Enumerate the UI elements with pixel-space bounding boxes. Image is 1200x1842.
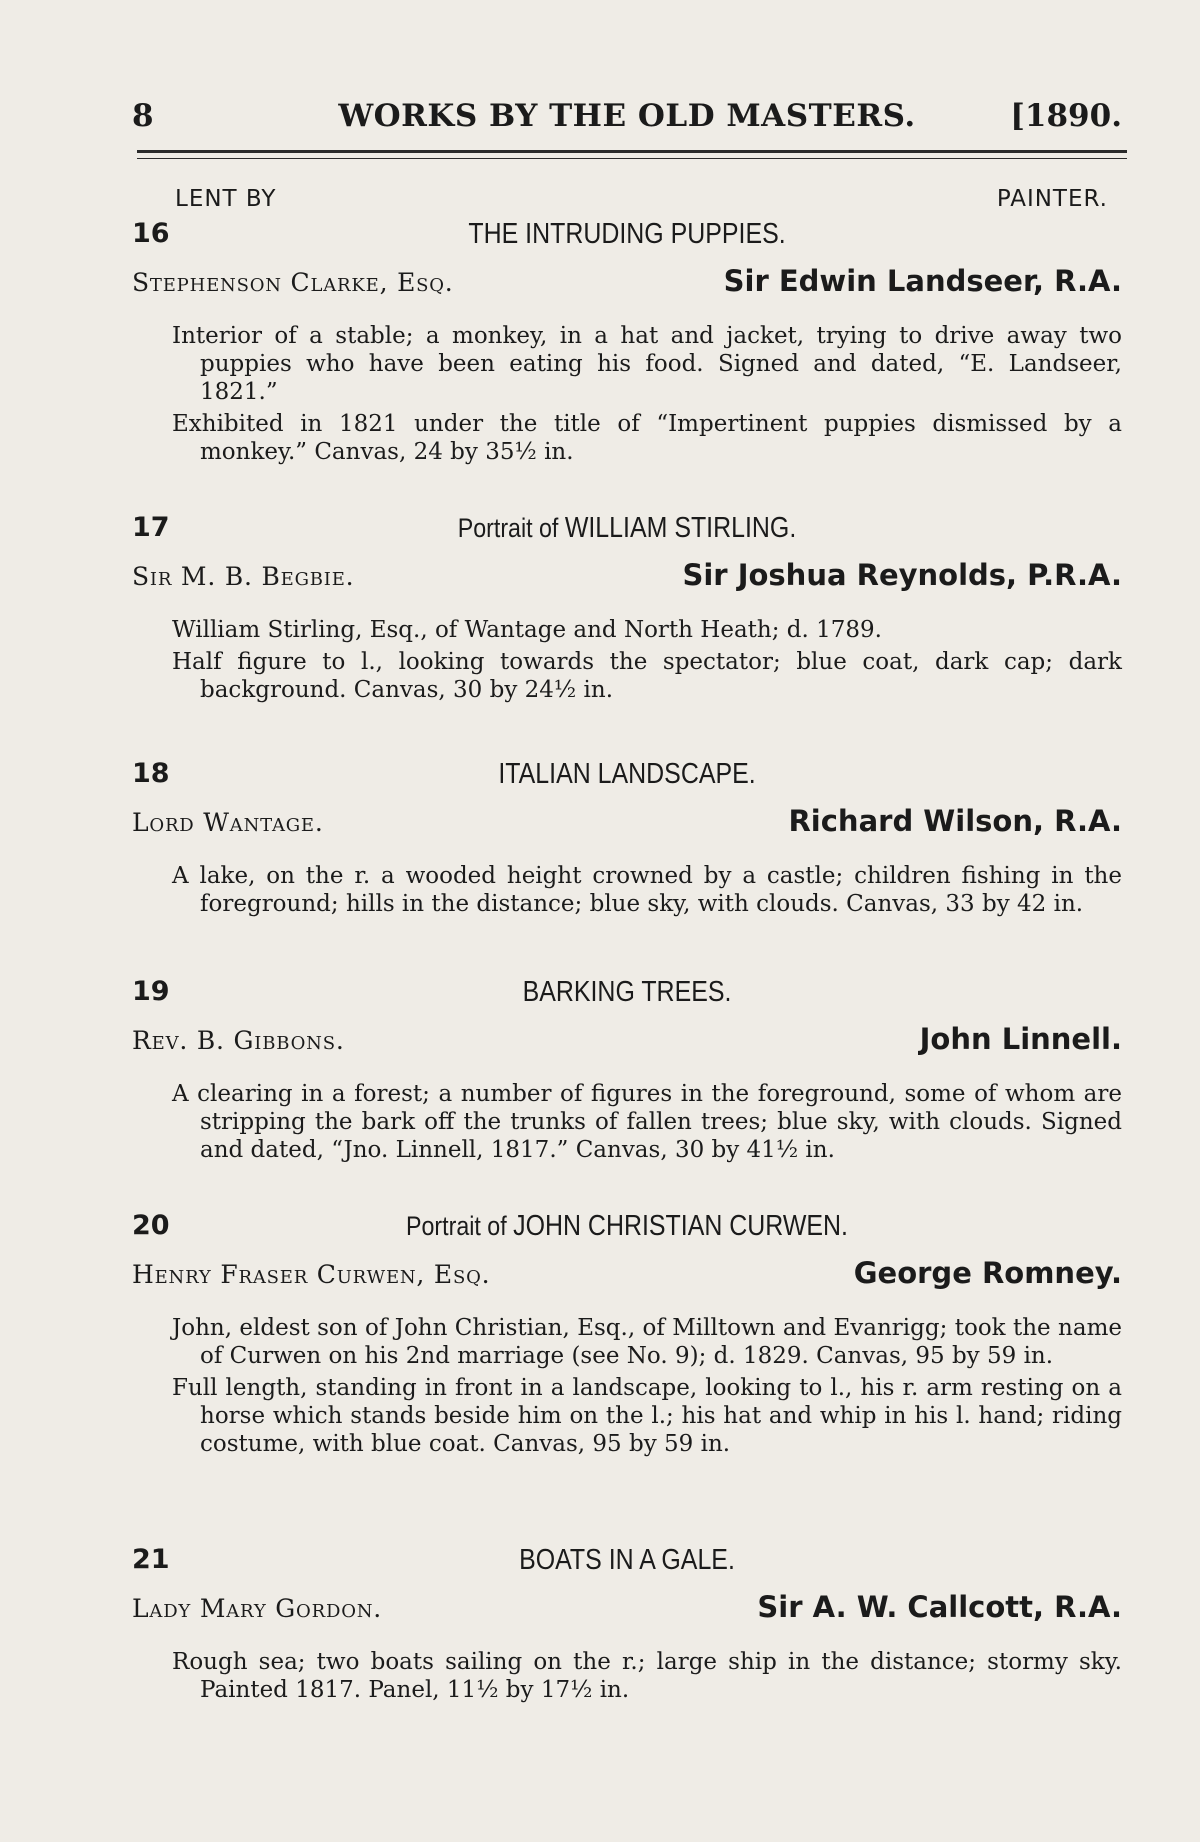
- painter-name: John Linnell.: [919, 1022, 1122, 1056]
- entry-description: [132, 862, 1122, 918]
- title-text: ITALIAN LANDSCAPE.: [498, 758, 756, 790]
- description-paragraph: Exhibited in 1821 under the title of “Impertinent puppies dismissed by a monkey.” Canvas, 24 by 35½ in.: [172, 411, 1122, 465]
- description-paragraph: John, eldest son of John Christian, Esq., of Milltown and Evanrigg; took the name of Curwen on his 2nd marriage (see No. 9); d. 1829. Canvas, 95 by 59 in.: [172, 1315, 1122, 1369]
- lent-by-heading: LENT BY: [175, 186, 277, 212]
- title-text: WILLIAM STIRLING.: [564, 512, 797, 544]
- entry-number: 21: [132, 1544, 170, 1575]
- running-head: [132, 98, 1122, 142]
- description-paragraph: Rough sea; two boats sailing on the r.; large ship in the distance; stormy sky. Painted 1817. Panel, 11½ by 17½ in.: [172, 1649, 1122, 1703]
- catalogue-entry: [132, 512, 1122, 708]
- description-paragraph: William Stirling, Esq., of Wantage and North Heath; d. 1789.: [172, 617, 882, 643]
- header-rule-thin: [137, 158, 1127, 159]
- catalogue-entry: [132, 758, 1122, 922]
- lender-name: Henry Fraser Curwen, Esq.: [132, 1260, 491, 1289]
- header-rule-thick: [137, 150, 1127, 153]
- description-paragraph: A clearing in a forest; a number of figures in the foreground, some of whom are stripping the bark off the trunks of fallen trees; blue sky, with clouds. Signed and dated, “Jno. Linnell, 1817.” Canvas, 30 by 41½ in.: [172, 1081, 1122, 1163]
- catalogue-entry: [132, 1544, 1122, 1708]
- entry-description: [132, 616, 1122, 704]
- entry-title: [201, 218, 1052, 251]
- entry-number: 19: [132, 976, 170, 1007]
- catalogue-entry: [132, 1210, 1122, 1462]
- lender-name: Rev. B. Gibbons.: [132, 1026, 345, 1055]
- description-paragraph: Half figure to l., looking towards the spectator; blue coat, dark cap; dark background. Canvas, 30 by 24½ in.: [172, 649, 1122, 703]
- description-paragraph: Interior of a stable; a monkey, in a hat and jacket, trying to drive away two puppies who have been eating his food. Signed and dated, “E. Landseer, 1821.”: [172, 323, 1122, 405]
- painter-name: George Romney.: [853, 1256, 1122, 1290]
- entry-number: 16: [132, 218, 170, 249]
- title-prefix: Portrait of: [406, 1211, 514, 1241]
- title-text: BARKING TREES.: [522, 976, 732, 1008]
- running-title: WORKS BY THE OLD MASTERS.: [338, 98, 916, 134]
- lender-name: Lord Wantage.: [132, 808, 324, 837]
- title-text: THE INTRUDING PUPPIES.: [468, 218, 786, 250]
- title-text: BOATS IN A GALE.: [519, 1544, 735, 1576]
- year-label: [1890.: [1010, 98, 1122, 134]
- entry-title: [201, 758, 1052, 791]
- entry-number: 18: [132, 758, 170, 789]
- entry-description: [132, 322, 1122, 466]
- entry-description: [132, 1648, 1122, 1704]
- painter-name: Sir A. W. Callcott, R.A.: [757, 1590, 1122, 1624]
- title-text: JOHN CHRISTIAN CURWEN.: [513, 1210, 848, 1242]
- title-prefix: Portrait of: [457, 513, 565, 543]
- painter-name: Sir Joshua Reynolds, P.R.A.: [682, 558, 1122, 592]
- lender-name: Stephenson Clarke, Esq.: [132, 268, 454, 297]
- entry-number: 17: [132, 512, 170, 543]
- lender-name: Sir M. B. Begbie.: [132, 562, 355, 591]
- entry-description: [132, 1314, 1122, 1458]
- catalogue-entry: [132, 976, 1122, 1168]
- entry-title: [201, 1544, 1052, 1577]
- description-paragraph: Full length, standing in front in a landscape, looking to l., his r. arm resting on a horse which stands beside him on the l.; his hat and whip in his l. hand; riding costume, with blue coat. Canvas, 95 by 59 in.: [172, 1375, 1122, 1457]
- entry-title: [201, 512, 1052, 545]
- lender-name: Lady Mary Gordon.: [132, 1594, 383, 1623]
- entry-title: [201, 1210, 1052, 1243]
- painter-name: Richard Wilson, R.A.: [788, 804, 1122, 838]
- description-paragraph: A lake, on the r. a wooded height crowned by a castle; children fishing in the foreground; hills in the distance; blue sky, with clouds. Canvas, 33 by 42 in.: [172, 863, 1122, 917]
- entry-description: [132, 1080, 1122, 1164]
- painter-name: Sir Edwin Landseer, R.A.: [723, 264, 1122, 298]
- entry-title: [201, 976, 1052, 1009]
- page-number: 8: [132, 98, 154, 134]
- entry-number: 20: [132, 1210, 170, 1241]
- painter-heading: PAINTER.: [996, 186, 1108, 212]
- catalogue-entry: [132, 218, 1122, 470]
